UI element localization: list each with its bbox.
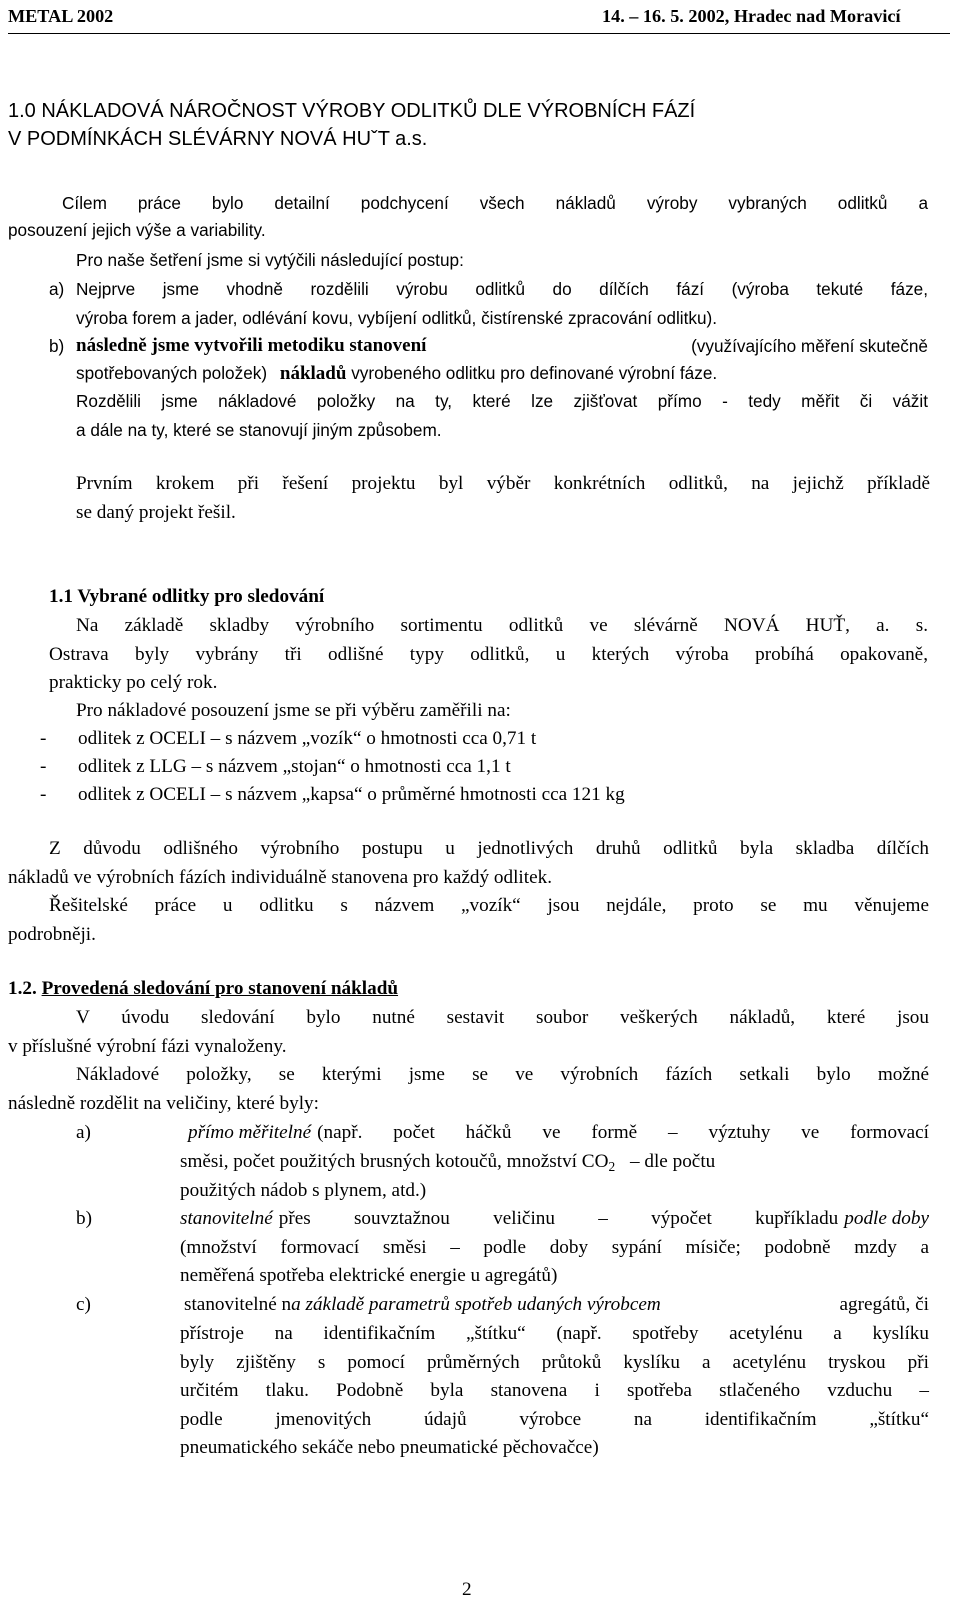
item-a-line-2-post: – dle počtu	[629, 1151, 716, 1172]
list-item: odlitek z OCELI – s názvem „vozík“ o hmotnosti cca 0,71 t	[78, 728, 537, 749]
item-a-subscript: 2	[608, 1159, 616, 1174]
list-dash: -	[40, 756, 47, 777]
item-c-line-2: přístroje na identifikačním „štítku“ (např. spotřeby acetylénu a kyslíku	[180, 1323, 929, 1344]
intro-a-line-1: Nejprve jsme vhodně rozdělili výrobu odlitků do dílčích fází (výroba tekuté fáze,	[76, 279, 928, 299]
header-right: 14. – 16. 5. 2002, Hradec nad Moravicí	[602, 6, 901, 26]
intro-a-line-2: výroba forem a jader, odlévání kovu, vybíjení odlitků, čistírenské zpracování odlitku).	[76, 308, 718, 328]
item-b-italic: stanovitelné	[180, 1208, 273, 1229]
title-line-2: V PODMÍNKÁCH SLÉVÁRNY NOVÁ HUˇT a.s.	[8, 128, 428, 150]
item-b-line-1	[180, 1207, 929, 1231]
section-1-1-heading: 1.1 Vybrané odlitky pro sledování	[49, 586, 325, 607]
section-1-2-heading	[8, 977, 398, 1001]
item-b-line-3: neměřená spotřeba elektrické energie u agregátů)	[180, 1265, 558, 1286]
section-1-2-p2-line-2: následně rozdělit na veličiny, které byly:	[8, 1093, 319, 1114]
section-1-2-p1-line-2: v příslušné výrobní fázi vynaloženy.	[8, 1036, 287, 1057]
section-1-2-title: Provedená sledování pro stanovení nákladů	[41, 978, 399, 999]
reason-line-3: Řešitelské práce u odlitku s názvem „vozík“ jsou nejdále, proto se mu věnujeme	[49, 895, 929, 916]
item-b-line-1-mid: přes souvztažnou veličinu – výpočet kupříkladu	[278, 1208, 839, 1229]
item-b-italic-2: podle doby	[844, 1208, 929, 1229]
section-1-2-p2-line-1: Nákladové položky, se kterými jsme se ve výrobních fázích setkali bylo možné	[76, 1064, 929, 1085]
item-c-line-5: podle jmenovitých údajů výrobce na identifikačním „štítku“	[180, 1409, 929, 1430]
item-a-italic: přímo měřitelné	[188, 1122, 312, 1143]
item-a-line-3: použitých nádob s plynem, atd.)	[180, 1180, 427, 1201]
item-a-line-1-rest: (např. počet háčků ve formě – výztuhy ve formovací	[317, 1122, 929, 1143]
item-c-line-1-main	[184, 1293, 661, 1317]
intro-p2: Pro naše šetření jsme si vytýčili následující postup:	[76, 250, 464, 270]
item-c-line-1	[184, 1293, 929, 1317]
intro-b-line-1	[76, 334, 928, 358]
list-item: odlitek z LLG – s názvem „stojan“ o hmotnosti cca 1,1 t	[78, 756, 511, 777]
section-1-1-line-3: prakticky po celý rok.	[49, 672, 218, 693]
item-a-line-2-pre: směsi, počet použitých brusných kotoučů, množství CO	[180, 1151, 609, 1172]
item-c-line-6: pneumatického sekáče nebo pneumatické pěchovačce)	[180, 1437, 599, 1458]
reason-line-2: nákladů ve výrobních fázích individuálně stanovena pro každý odlitek.	[8, 867, 553, 888]
list-dash: -	[40, 784, 47, 805]
reason-line-4: podrobněji.	[8, 924, 96, 945]
intro-b-line-4: a dále na ty, které se stanovují jiným způsobem.	[76, 420, 442, 440]
section-1-1-line-2: Ostrava byly vybrány tři odlišné typy odlitků, u kterých výroba probíhá opakovaně,	[49, 644, 928, 665]
title-line-1: 1.0 NÁKLADOVÁ NÁROČNOST VÝROBY ODLITKŮ DLE VÝROBNÍCH FÁZÍ	[8, 100, 696, 122]
intro-b-rest: (využívajícího měření skutečně	[691, 336, 928, 356]
page-number: 2	[462, 1579, 472, 1600]
intro-b-bold: následně jsme vytvořili metodiku stanovení	[76, 335, 427, 356]
intro-p1-line-1: Cílem práce bylo detailní podchycení všech nákladů výroby vybraných odlitků a	[62, 193, 928, 213]
item-a-line-2	[180, 1150, 929, 1174]
item-c-line-4: určitém tlaku. Podobně byla stanovena i spotřeba stlačeného vzduchu –	[180, 1380, 929, 1401]
first-step-line-1: Prvním krokem při řešení projektu byl výběr konkrétních odlitků, na jejichž příkladě	[76, 473, 930, 494]
item-c-label: c)	[76, 1294, 91, 1315]
intro-b-line-2-bold: nákladů	[279, 363, 347, 384]
intro-b-line-2-pre: spotřebovaných položek)	[76, 363, 268, 383]
item-a-line-1	[180, 1121, 929, 1145]
item-c-pre: stanovitelné n	[184, 1294, 292, 1315]
first-step-line-2: se daný projekt řešil.	[76, 502, 236, 523]
intro-b-line-2-post: vyrobeného odlitku pro definované výrobní fáze.	[351, 363, 718, 383]
section-1-1-line-1: Na základě skladby výrobního sortimentu odlitků ve slévárně NOVÁ HUŤ, a. s.	[76, 615, 928, 636]
header-left: METAL 2002	[8, 6, 114, 26]
section-1-2-p1-line-1: V úvodu sledování bylo nutné sestavit soubor veškerých nákladů, které jsou	[76, 1007, 929, 1028]
intro-p1-line-2: posouzení jejich výše a variability.	[8, 220, 266, 240]
intro-b-line-2	[76, 361, 717, 386]
section-1-2-number: 1.2.	[8, 978, 37, 999]
list-dash: -	[40, 728, 47, 749]
header-rule	[8, 33, 950, 34]
intro-b-label: b)	[49, 336, 65, 356]
item-b-label: b)	[76, 1208, 92, 1229]
item-a-label: a)	[76, 1122, 91, 1143]
list-item: odlitek z OCELI – s názvem „kapsa“ o průměrné hmotnosti cca 121 kg	[78, 784, 625, 805]
item-c-line-3: byly zjištěny s pomocí průměrných průtoků kyslíku a acetylénu tryskou při	[180, 1352, 929, 1373]
reason-line-1: Z důvodu odlišného výrobního postupu u jednotlivých druhů odlitků byla skladba dílčích	[49, 838, 929, 859]
section-1-1-line-4: Pro nákladové posouzení jsme se při výběru zaměřili na:	[76, 700, 511, 721]
item-c-italic: a základě parametrů spotřeb udaných výrobcem	[291, 1294, 661, 1315]
item-b-line-2: (množství formovací směsi – podle doby sypání mísiče; podobně mzdy a	[180, 1237, 929, 1258]
item-c-post: agregátů, či	[839, 1294, 929, 1315]
intro-a-label: a)	[49, 279, 65, 299]
intro-b-line-3: Rozdělili jsme nákladové položky na ty, které lze zjišťovat přímo - tedy měřit či vážit	[76, 391, 928, 411]
